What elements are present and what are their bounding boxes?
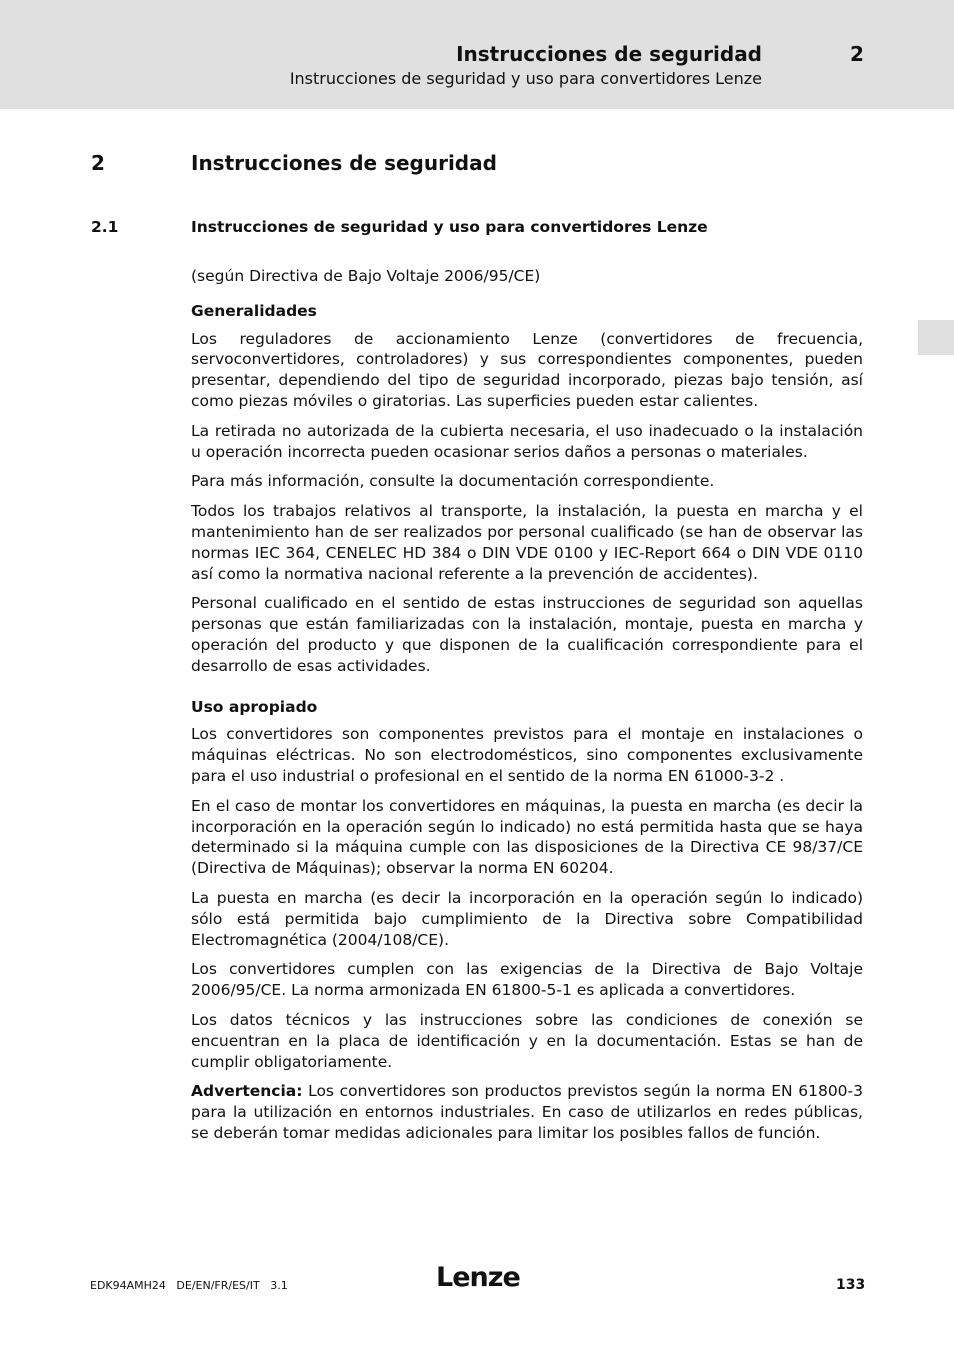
header-subtitle: Instrucciones de seguridad y uso para convertidores Lenze <box>289 69 762 88</box>
page-number: 133 <box>836 1277 866 1293</box>
heading-uso-apropiado: Uso apropiado <box>191 697 318 716</box>
header-chapter-number: 2 <box>850 42 864 66</box>
intro-text: (según Directiva de Bajo Voltaje 2006/95/CE) <box>191 267 541 285</box>
paragraph: La puesta en marcha (es decir la incorporación en la operación según lo indicado) sólo está permitida bajo cumplimiento de la Directiva sobre Compatibilidad Electromagnética (2004/108/CE). <box>191 888 863 949</box>
warning-label: Advertencia: <box>191 1082 303 1101</box>
footer-languages: DE/EN/FR/ES/IT <box>176 1279 260 1292</box>
paragraph: La retirada no autorizada de la cubierta necesaria, el uso inadecuado o la instalación u operación incorrecta pueden ocasionar serios daños a personas o materiales. <box>191 421 863 461</box>
footer-doc-code: EDK94AMH24 <box>90 1279 166 1292</box>
footer-doc-info <box>90 1279 295 1292</box>
subsection-number: 2.1 <box>91 218 119 236</box>
paragraph: Los datos técnicos y las instrucciones sobre las condiciones de conexión se encuentran en la placa de identificación y en la documentación. Estas se han de cumplir obligatoriamente. <box>191 1010 863 1071</box>
body-content <box>191 266 863 1153</box>
lenze-logo: Lenze <box>436 1262 520 1293</box>
paragraph: Los convertidores cumplen con las exigencias de la Directiva de Bajo Voltaje 2006/95/CE. La norma armonizada EN 61800-5-1 es aplicada a convertidores. <box>191 960 863 1000</box>
heading-generalidades: Generalidades <box>191 301 317 320</box>
chapter-side-tab <box>918 320 954 355</box>
warning-text: Los convertidores son productos previstos según la norma EN 61800-3 para la utilización en entornos industriales. En caso de utilizarlos en redes públicas, se deberán tomar medidas adicionales para limitar los posibles fallos de función. <box>191 1082 863 1142</box>
header-title: Instrucciones de seguridad <box>456 42 762 66</box>
section-title: Instrucciones de seguridad <box>191 151 497 175</box>
paragraph: Personal cualificado en el sentido de estas instrucciones de seguridad son aquellas personas que están familiarizadas con la instalación, montaje, puesta en marcha y operación del producto y que disponen de la cualificación correspondiente para el desarrollo de esas actividades. <box>191 594 863 675</box>
warning-paragraph <box>191 1081 863 1143</box>
footer-version: 3.1 <box>270 1279 288 1292</box>
section-number: 2 <box>91 151 105 175</box>
subsection-title: Instrucciones de seguridad y uso para convertidores Lenze <box>191 218 708 236</box>
paragraph: En el caso de montar los convertidores en máquinas, la puesta en marcha (es decir la incorporación en la operación según lo indicado) no está permitida hasta que se haya determinado si la máquina cumple con las disposiciones de la Directiva CE 98/37/CE (Directiva de Máquinas); observar la norma EN 60204. <box>191 796 863 878</box>
paragraph: Los reguladores de accionamiento Lenze (convertidores de frecuencia, servoconvertidores, controladores) y sus correspondientes componentes, pueden presentar, dependiendo del tipo de seguridad incorporado, piezas bajo tensión, así como piezas móviles o giratorias. Las superficies pueden estar calientes. <box>191 329 863 410</box>
paragraph: Todos los trabajos relativos al transporte, la instalación, la puesta en marcha y el mantenimiento han de ser realizados por personal cualificado (se han de observar las normas IEC 364, CENELEC HD 384 o DIN VDE 0100 y IEC-Report 664 o DIN VDE 0110 así como la normativa nacional referente a la prevención de accidentes). <box>191 502 863 583</box>
paragraph: Los convertidores son componentes previstos para el montaje en instalaciones o máquinas eléctricas. No son electrodomésticos, sino componentes exclusivamente para el uso industrial o profesional en el sentido de la norma EN 61000-3-2 . <box>191 725 863 785</box>
paragraph: Para más información, consulte la documentación correspondiente. <box>191 472 715 491</box>
